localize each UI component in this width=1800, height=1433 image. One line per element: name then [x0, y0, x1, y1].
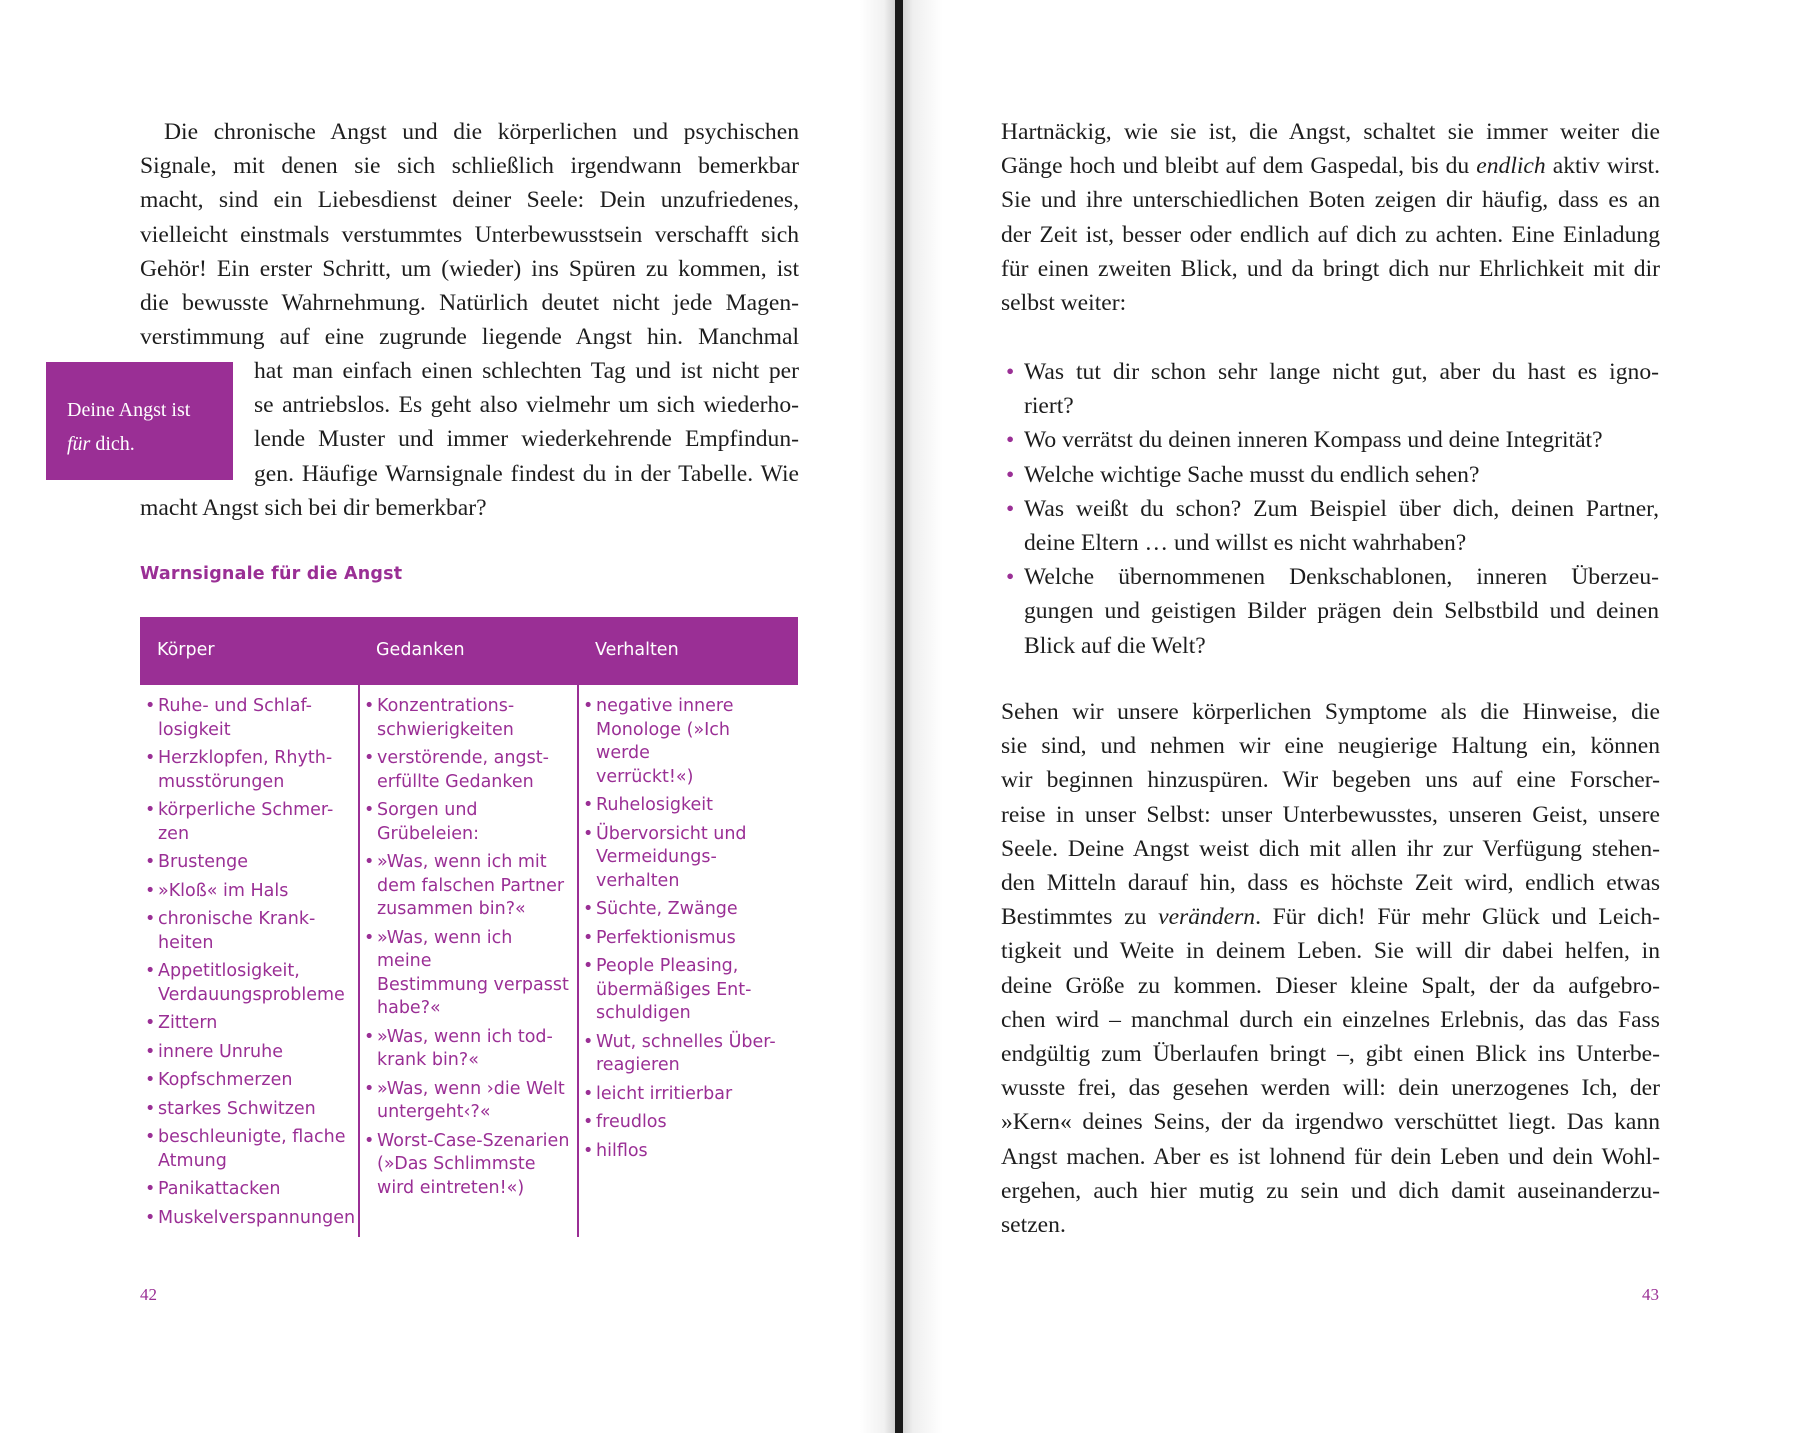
cell-line: • Süchte, Zwänge — [596, 899, 738, 919]
cell-line: Atmung — [158, 1150, 227, 1171]
cell-line: • Ruhe- und Schlaf- — [158, 696, 312, 716]
table-cell-item — [141, 1041, 351, 1065]
cell-line: heiten — [158, 932, 214, 953]
table-cell-item — [141, 880, 351, 904]
table-cell-item — [141, 1069, 351, 1093]
cell-line: • chronische Krank- — [158, 909, 316, 929]
table-cell-item — [579, 927, 789, 951]
table-cell-item — [360, 747, 570, 794]
cell-line: • Appetitlosigkeit, — [158, 961, 300, 981]
text-line: lende Muster und immer wiederkehrende Empfindun- — [254, 426, 799, 453]
cell-line: • negative innere — [596, 696, 734, 716]
left-paragraph-end — [140, 491, 799, 525]
column-header-gedanken: Gedanken — [376, 640, 465, 660]
table-cell-item — [579, 794, 789, 818]
right-closing-paragraph — [1001, 695, 1660, 1242]
cell-line: • leicht irritierbar — [596, 1083, 733, 1104]
cell-line: (»Das Schlimmste — [377, 1154, 536, 1174]
cell-line: • Kopfschmerzen — [158, 1070, 293, 1090]
cell-line: wird eintreten!«) — [377, 1177, 525, 1198]
table-cell-item — [579, 1111, 789, 1135]
question-item — [1003, 492, 1659, 560]
table-cell-item — [579, 695, 789, 789]
text-line: wusste frei, das gesehen werden will: dein unerzogenes Ich, der — [1001, 1075, 1660, 1102]
cell-line: • körperliche Schmer- — [158, 800, 334, 820]
text-line: ergehen, auch hier mutig zu sein und dich damit auseinanderzu- — [1001, 1177, 1660, 1204]
table-cell-item — [360, 799, 570, 846]
cell-line: übermäßiges Ent- — [596, 979, 752, 1000]
cell-line: schuldigen — [596, 1003, 691, 1023]
question-list — [1003, 355, 1659, 663]
text-line: Angst machen. Aber es ist lohnend für dein Leben und dein Wohl- — [1001, 1143, 1660, 1170]
question-item — [1003, 458, 1659, 492]
cell-line: • Muskelverspannungen — [158, 1207, 356, 1228]
page-number-left: 42 — [140, 1285, 157, 1304]
text-fragment: Bestimmtes zu — [1001, 904, 1159, 931]
page-number-right: 43 — [1642, 1285, 1659, 1304]
text-line: Sie und ihre unterschiedlichen Boten zeigen dir häufig, dass es an — [1001, 187, 1660, 214]
cell-line: • Herzklopfen, Rhyth- — [158, 748, 333, 768]
table-cell-item — [141, 1012, 351, 1036]
cell-line: • Wut, schnelles Über- — [596, 1031, 776, 1052]
table-cell-item — [360, 927, 570, 1021]
question-item — [1003, 355, 1659, 423]
cell-line: • freudlos — [596, 1112, 667, 1132]
cell-line: • Panikattacken — [158, 1179, 281, 1199]
question-line: riert? — [1024, 393, 1074, 420]
callout-line — [67, 427, 233, 461]
margin-callout — [46, 362, 233, 480]
cell-line: musstörungen — [158, 771, 285, 792]
text-line: »Kern« deines Seins, der da irgendwo verschüttet liegt. Das kann — [1001, 1109, 1660, 1136]
table-cell-item — [141, 1207, 356, 1231]
callout-emphasis: für — [67, 433, 91, 455]
text-line: gen. Häufige Warnsignale findest du in der Tabelle. Wie — [254, 460, 799, 487]
table-cell-item — [579, 1140, 789, 1164]
text-line: Sehen wir unsere körperlichen Symptome als die Hinweise, die — [1001, 699, 1660, 725]
question-line: • Was tut dir schon sehr lange nicht gut, aber du hast es igno- — [1024, 359, 1659, 385]
callout-text: dich. — [90, 433, 135, 455]
cell-line: Bestimmung verpasst — [377, 974, 569, 995]
cell-line: Verdauungsprobleme — [158, 984, 345, 1005]
question-line: Blick auf die Welt? — [1024, 632, 1206, 659]
cell-line: • »Was, wenn ich mit — [377, 852, 547, 872]
question-line: • Wo verrätst du deinen inneren Kompass und deine Integrität? — [1024, 427, 1603, 454]
text-line: chen wird – manchmal durch ein einzelnes Erlebnis, das das Fass — [1001, 1006, 1660, 1033]
cell-line: schwierigkeiten — [377, 719, 514, 740]
cell-line: krank bin?« — [377, 1050, 479, 1070]
cell-line: erfüllte Gedanken — [377, 771, 534, 792]
table-cell-item — [360, 1026, 570, 1073]
emphasis: verändern — [1158, 904, 1256, 931]
column-koerper — [141, 695, 356, 1235]
cell-line: habe?« — [377, 998, 441, 1018]
left-paragraph — [140, 115, 799, 354]
table-cell-item — [141, 799, 351, 846]
text-line: für einen zweiten Blick, und da bringt dich nur Ehrlichkeit mit dir — [1001, 255, 1660, 282]
table-cell-item — [579, 955, 789, 1026]
column-gedanken — [360, 695, 570, 1205]
text-line: der Zeit ist, besser oder endlich auf dich zu achten. Eine Einladung — [1001, 221, 1660, 248]
text-line: macht, sind ein Liebesdienst deiner Seele: Dein unzufriedenes, — [140, 187, 799, 214]
text-line: den Mitteln darauf hin, dass es höchste Zeit wird, endlich etwas — [1001, 870, 1660, 897]
cell-line: • Brustenge — [158, 852, 249, 872]
table-cell-item — [360, 1078, 570, 1125]
cell-line: zen — [158, 823, 190, 844]
table-cell-item — [141, 695, 351, 742]
cell-line: • »Was, wenn ›die Welt — [377, 1078, 565, 1099]
text-fragment: aktiv wirst. — [1545, 153, 1660, 180]
question-item — [1003, 560, 1659, 663]
cell-line: untergeht‹?« — [377, 1102, 491, 1122]
cell-line: zusammen bin?« — [377, 899, 526, 919]
table-cell-item — [141, 960, 351, 1007]
cell-line: • Worst-Case-Szenarien — [377, 1130, 570, 1151]
text-line: verstimmung auf eine zugrunde liegende Angst hin. Manchmal — [140, 324, 799, 351]
column-header-koerper: Körper — [157, 640, 215, 660]
text-line: tigkeit und Weite in deinem Leben. Sie will dir dabei helfen, in — [1001, 938, 1660, 965]
cell-line: • starkes Schwitzen — [158, 1098, 316, 1119]
table-cell-item — [360, 695, 570, 742]
text-line: Gehör! Ein erster Schritt, um (wieder) ins Spüren zu kommen, ist — [140, 255, 799, 282]
text-line: Hartnäckig, wie sie ist, die Angst, schaltet sie immer weiter die — [1001, 119, 1660, 145]
cell-line: • Sorgen und — [377, 800, 478, 820]
question-line: • Welche übernommenen Denkschablonen, inneren Überzeu- — [1024, 564, 1659, 591]
left-page — [0, 0, 897, 1433]
cell-line: reagieren — [596, 1055, 680, 1075]
column-header-verhalten: Verhalten — [595, 640, 679, 660]
cell-line: dem falschen Partner — [377, 875, 565, 896]
cell-line: Monologe (»Ich werde — [596, 719, 731, 763]
table-cell-item — [360, 1130, 570, 1201]
text-line: macht Angst sich bei dir bemerkbar? — [140, 495, 487, 521]
text-line: selbst weiter: — [1001, 290, 1127, 317]
text-line: hat man einfach einen schlechten Tag und ist nicht per — [254, 358, 799, 384]
text-line: Seele. Deine Angst weist dich mit allen ihr zur Verfügung stehen- — [1001, 835, 1660, 862]
table-cell-item — [579, 823, 789, 894]
text-fragment: . Für dich! Für mehr Glück und Leich- — [1255, 904, 1660, 931]
question-item — [1003, 423, 1659, 457]
cell-line: • People Pleasing, — [596, 956, 739, 976]
cell-line: verhalten — [596, 870, 680, 891]
cell-line: • Zittern — [158, 1013, 218, 1033]
table-cell-item — [141, 1178, 351, 1202]
question-line: • Welche wichtige Sache musst du endlich sehen? — [1024, 461, 1480, 488]
text-line — [1001, 900, 1660, 934]
table-cell-item — [579, 1083, 789, 1107]
text-line: reise in unser Selbst: unser Unterbewusstes, unseren Geist, unsere — [1001, 801, 1660, 828]
table-cell-item — [579, 1031, 789, 1078]
text-line: Signale, mit denen sie sich schließlich irgendwann bemerkbar — [140, 153, 799, 180]
cell-line: • Übervorsicht und — [596, 823, 747, 844]
cell-line: Vermeidungs- — [596, 847, 717, 867]
question-line: gungen und geistigen Bilder prägen dein Selbstbild und deinen — [1024, 598, 1659, 625]
text-line: se antriebslos. Es geht also vielmehr um sich wiederho- — [254, 392, 799, 419]
cell-line: • beschleunigte, flache — [158, 1127, 346, 1147]
text-line: setzen. — [1001, 1212, 1066, 1239]
cell-line: • Konzentrations- — [377, 696, 515, 716]
cell-line: verrückt!«) — [596, 766, 694, 787]
text-line: die bewusste Wahrnehmung. Natürlich deutet nicht jede Magen- — [140, 290, 799, 317]
cell-line: • verstörende, angst- — [377, 748, 549, 768]
text-line: sie sind, und nehmen wir eine neugierige Haltung ein, können — [1001, 733, 1660, 760]
cell-line: • Ruhelosigkeit — [596, 795, 713, 815]
text-fragment: Gänge hoch und bleibt auf dem Gaspedal, bis du — [1001, 153, 1477, 180]
question-line: deine Eltern … und willst es nicht wahrhaben? — [1024, 530, 1467, 557]
emphasis: endlich — [1476, 153, 1546, 180]
text-line: Die chronische Angst und die körperlichen und psychischen — [164, 119, 799, 145]
cell-line: Grübeleien: — [377, 823, 479, 844]
text-line: deine Größe zu kommen. Dieser kleine Spalt, der da aufgebro- — [1001, 972, 1660, 999]
table-cell-item — [360, 851, 570, 922]
question-line: • Was weißt du schon? Zum Beispiel über dich, deinen Partner, — [1024, 495, 1659, 522]
table-cell-item — [141, 1126, 351, 1173]
cell-line: • »Kloß« im Hals — [158, 880, 289, 901]
table-cell-item — [579, 898, 789, 922]
cell-line: losigkeit — [158, 719, 231, 740]
right-intro-paragraph — [1001, 115, 1660, 320]
cell-line: • »Was, wenn ich tod- — [377, 1026, 553, 1047]
text-line — [1001, 149, 1660, 183]
column-verhalten — [579, 695, 789, 1168]
table-cell-item — [141, 908, 351, 955]
cell-line: • »Was, wenn ich meine — [377, 927, 513, 971]
table-cell-item — [141, 851, 351, 875]
table-cell-item — [141, 1098, 351, 1122]
table-title: Warnsignale für die Angst — [140, 564, 403, 584]
cell-line: • Perfektionismus — [596, 927, 736, 948]
text-line: endgültig zum Überlaufen bringt –, gibt einen Blick ins Unterbe- — [1001, 1041, 1660, 1068]
cell-line: • innere Unruhe — [158, 1041, 283, 1062]
left-paragraph-wrap — [254, 354, 799, 491]
text-line: vielleicht einstmals verstummtes Unterbewusstsein verschafft sich — [140, 221, 799, 248]
cell-line: • hilflos — [596, 1140, 648, 1161]
table-header — [140, 617, 798, 685]
text-line: wir beginnen hinzuspüren. Wir begeben uns auf eine Forscher- — [1001, 767, 1660, 794]
table-cell-item — [141, 747, 351, 794]
callout-line: Deine Angst ist — [67, 399, 191, 421]
